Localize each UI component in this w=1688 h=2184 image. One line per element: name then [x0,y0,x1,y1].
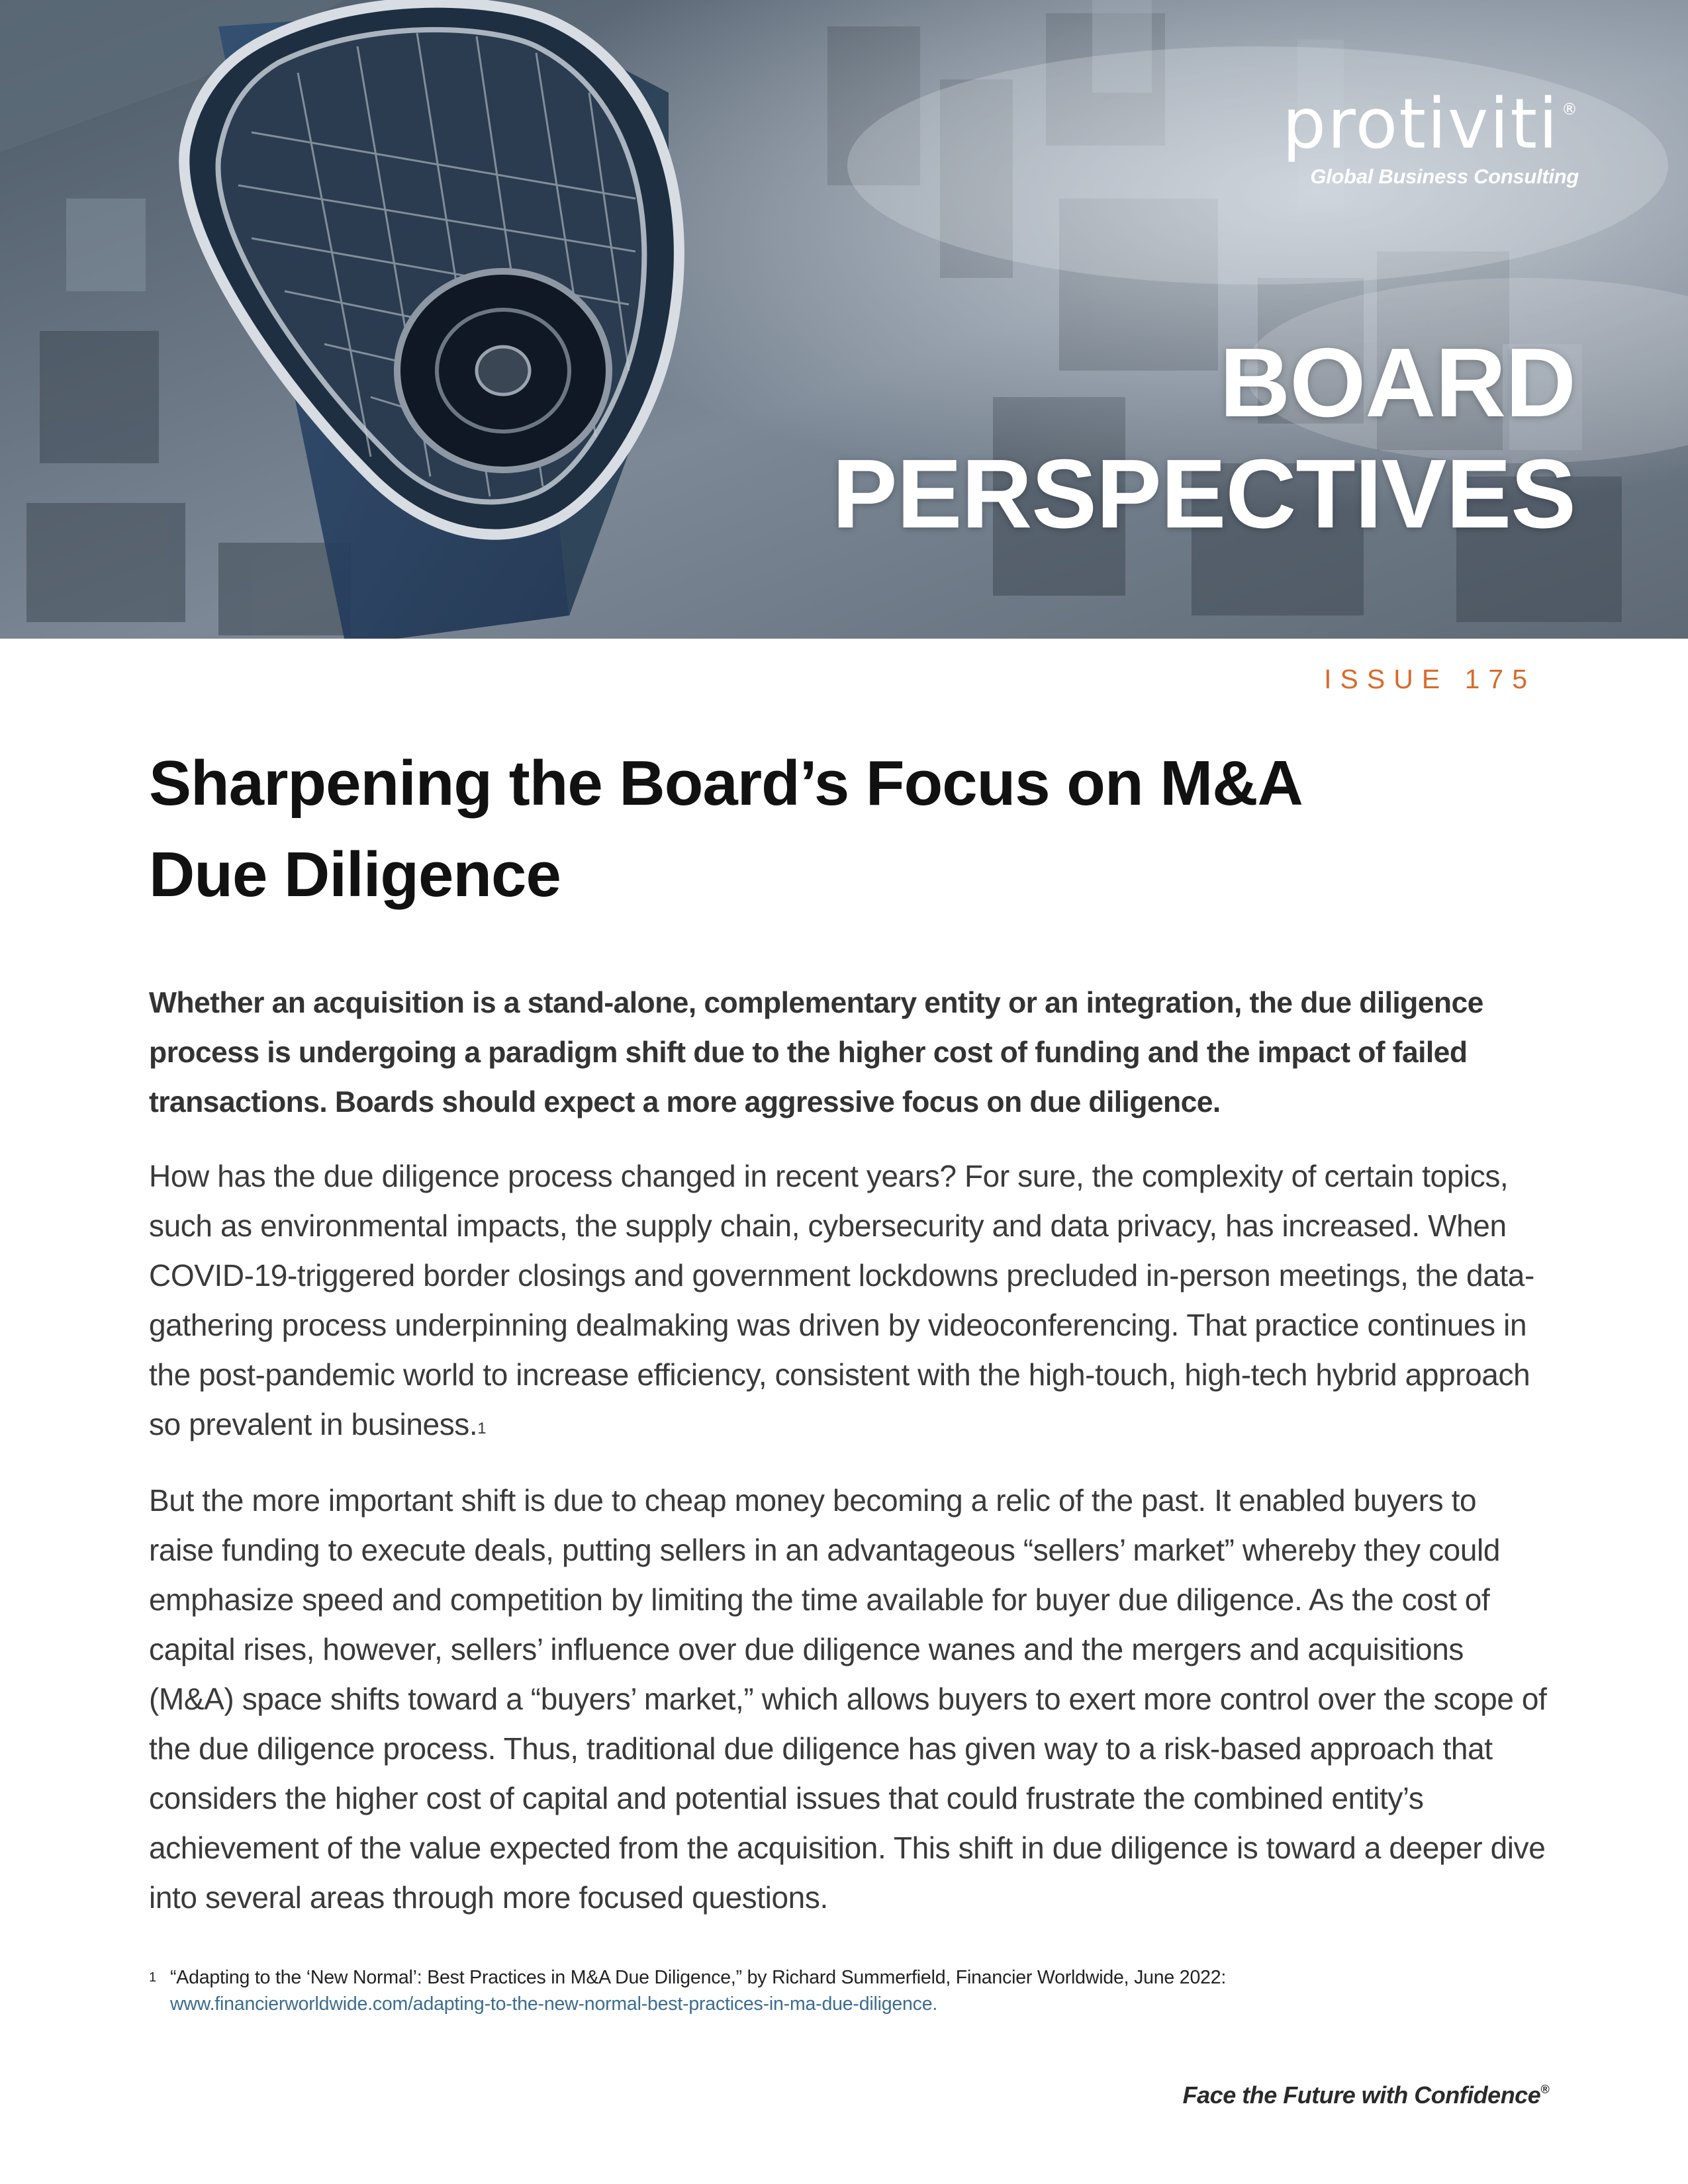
body-paragraph-2: But the more important shift is due to cheap money becoming a relic of the past. It enabled buyers to raise funding to execute deals, putting sellers in an advantageous “sellers’ market” whereby they could emphasize speed and competition by limiting the time available for buyer due diligence. As the cost of capital rises, however, sellers’ influence over due diligence wanes and the mergers and acquisitions (M&A) space shifts toward a “buyers’ market,” which allows buyers to exert more control over the scope of the due diligence process. Thus, traditional due diligence has given way to a risk-based approach that considers the higher cost of capital and potential issues that could frustrate the combined entity’s achievement of the value expected from the acquisition. This shift in due diligence is toward a deeper dive into several areas through more focused questions. [149,1483,1547,1915]
footnote-body [170,1964,1526,2017]
footnote [149,1964,1526,2017]
footnote-link[interactable]: www.financierworldwide.com/adapting-to-the-new-normal-best-practices-in-ma-due-diligence. [170,1993,938,2015]
brand-tagline: Global Business Consulting [1310,165,1579,188]
title-line-2: Due Diligence [149,839,561,910]
footnote-text: “Adapting to the ‘New Normal’: Best Practices in M&A Due Diligence,” by Richard Summerfield, Financier Worldwide, June 2022: [170,1967,1227,1988]
masthead-line-perspectives: PERSPECTIVES [831,439,1575,549]
body-paragraph-1-text: How has the due diligence process changed in recent years? For sure, the complexity of certain topics, such as environmental impacts, the supply chain, cybersecurity and data privacy, has increased. When COVID-19-triggered border closings and government lockdowns precluded in-person meetings, the data-gathering process underpinning dealmaking was driven by videoconferencing. That practice continues in the post-pandemic world to increase efficiency, consistent with the high-touch, high-tech hybrid approach so prevalent in business. [149,1159,1534,1441]
hero-banner [0,0,1688,639]
issue-number: ISSUE 175 [1324,664,1536,694]
title-line-1: Sharpening the Board’s Focus on M&A [149,748,1303,819]
lead-paragraph: Whether an acquisition is a stand-alone, complementary entity or an integration, the due diligence process is undergoing a paradigm shift due to the higher cost of funding and the impact of failed transactions. Boards should expect a more aggressive focus on due diligence. [149,987,1483,1118]
footnote-ref-1[interactable]: 1 [477,1420,487,1437]
tagline-registered-mark: ® [1540,2083,1549,2096]
brand-name: protiviti ® [1282,83,1579,164]
masthead-line-board: BOARD [1219,328,1575,437]
body-paragraph-1 [149,1152,1549,1449]
registered-mark: ® [1562,100,1579,118]
masthead-title [832,328,1575,550]
footnote-number: 1 [149,1970,157,1985]
article-title [149,738,1407,921]
protiviti-logo [1282,83,1579,189]
footer-tagline: Face the Future with Confidence® [1182,2081,1549,2109]
